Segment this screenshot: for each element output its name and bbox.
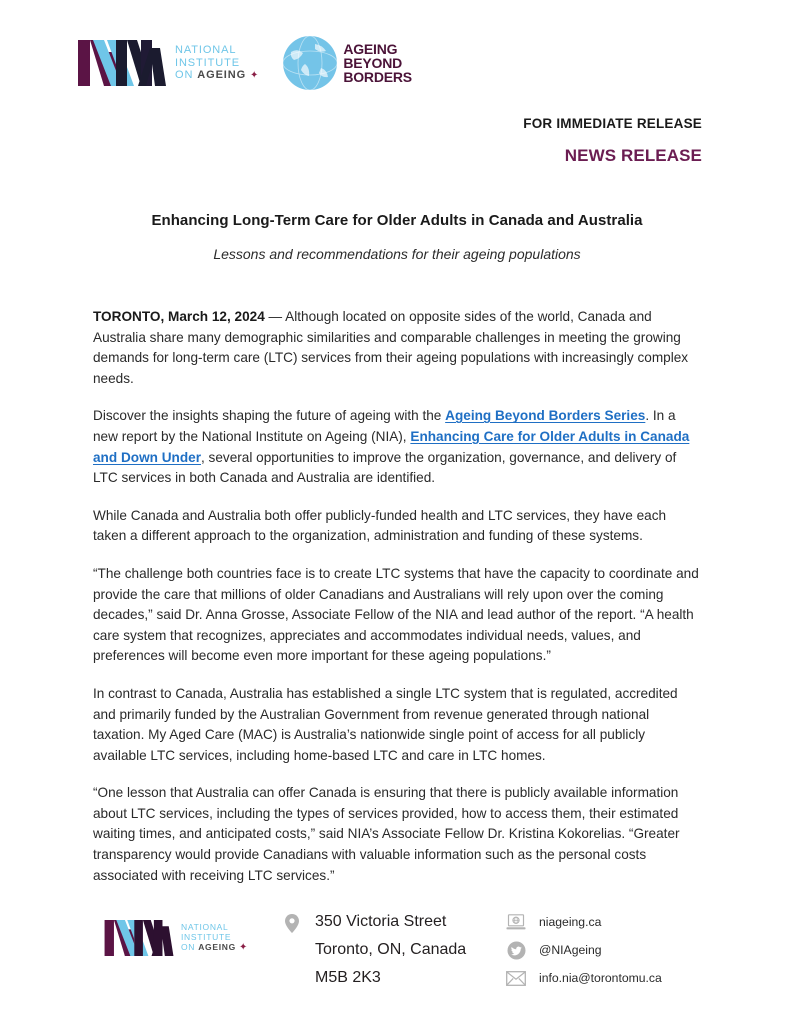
- paragraph-2: [93, 406, 701, 488]
- address-block: [315, 913, 466, 988]
- paragraph-2-text-2: . In a new report by the National Institute on Ageing (NIA),: [93, 408, 676, 444]
- footer-nia-logo: [103, 918, 248, 958]
- nia-wordmark: [175, 44, 259, 83]
- website-laptop-icon: [505, 914, 527, 931]
- link-enhancing-care-report[interactable]: Enhancing Care for Older Adults in Canada and Down Under: [93, 428, 690, 465]
- body-copy: [93, 307, 701, 903]
- contact-row-twitter[interactable]: [505, 941, 662, 960]
- map-pin-icon: [285, 914, 299, 933]
- maple-leaf-icon: ✦: [250, 70, 260, 82]
- abb-line2: BEYOND: [343, 55, 403, 71]
- twitter-handle-value[interactable]: @NIAgeing: [539, 943, 602, 957]
- address-line-3: M5B 2K3: [315, 969, 381, 986]
- nia-monogram-icon: [76, 38, 168, 88]
- paragraph-4: “The challenge both countries face is to create LTC systems that have the capacity to coordinate and provide the care that millions of older Canadians and Australians will rely upon over the coming decades,” said Dr. Anna Grosse, Associate Fellow of the NIA and lead author of the report. “A health care system that recognizes, appreciates and accommodates individual needs, values, and preferences will become even more important for these ageing populations.”: [93, 565, 699, 664]
- footer-wordmark-line3: [181, 942, 248, 954]
- header-logos: [76, 34, 412, 92]
- nia-wordmark-line2: INSTITUTE: [175, 56, 240, 69]
- footer: [0, 900, 794, 996]
- address-line-1: 350 Victoria Street: [315, 913, 447, 930]
- ageing-beyond-borders-logo: [281, 34, 412, 92]
- release-labels: [523, 116, 702, 166]
- nia-logo: [76, 38, 259, 88]
- abb-wordmark: [343, 42, 412, 84]
- nia-wordmark-on: ON: [175, 69, 198, 82]
- twitter-icon: [505, 941, 527, 960]
- globe-icon: [281, 34, 339, 92]
- footer-nia-wordmark: [181, 922, 248, 954]
- news-release-label: NEWS RELEASE: [564, 146, 702, 165]
- paragraph-6: “One lesson that Australia can offer Canada is ensuring that there is publicly available information about LTC services, including the types of services provided, how to access them, their estimated waiting times, and anticipated costs,” said NIA’s Associate Fellow Dr. Kristina Kokorelias. “Greater transparency would provide Canadians with valuable information such as the personal costs associated with receiving LTC services.”: [93, 785, 680, 883]
- page-title: Enhancing Long-Term Care for Older Adults in Canada and Australia: [151, 212, 643, 229]
- abb-line1: AGEING: [343, 41, 398, 57]
- email-envelope-icon: [505, 971, 527, 986]
- website-value[interactable]: niageing.ca: [539, 915, 602, 929]
- nia-wordmark-line3: [175, 69, 259, 82]
- page-subtitle: Lessons and recommendations for their ageing populations: [213, 246, 581, 262]
- dateline: TORONTO, March 12, 2024: [93, 309, 265, 324]
- footer-nia-monogram-icon: [103, 918, 175, 958]
- paragraph-2-text-1: Discover the insights shaping the future of ageing with the: [93, 408, 446, 424]
- contact-row-website[interactable]: [505, 913, 662, 932]
- paragraph-1: [93, 307, 701, 389]
- paragraph-5: In contrast to Canada, Australia has established a single LTC system that is regulated, accredited and primarily funded by the Australian Government from revenue generated through national taxation. My Aged Care (MAC) is Australia’s nationwide single point of access for all publicly available LTC services, including home-based LTC and care in LTC homes.: [93, 685, 678, 763]
- contact-block: [505, 913, 662, 988]
- nia-wordmark-ageing: AGEING: [197, 69, 247, 82]
- footer-wordmark-line2: INSTITUTE: [181, 932, 232, 943]
- paragraph-2-text-3: , several opportunities to improve the organization, governance, and delivery of LTC services in both Canada and Australia are identified.: [93, 449, 677, 486]
- link-ageing-beyond-borders-series[interactable]: Ageing Beyond Borders Series: [445, 408, 646, 424]
- paragraph-3: While Canada and Australia both offer publicly-funded health and LTC services, they have each taken a different approach to the organization, administration and funding of these systems.: [93, 507, 667, 544]
- for-immediate-release-label: FOR IMMEDIATE RELEASE: [523, 116, 702, 131]
- footer-wordmark-line1: NATIONAL: [181, 922, 229, 933]
- paragraph-1-text: — Although located on opposite sides of the world, Canada and Australia share many demographic similarities and comparable challenges in meeting the growing demands for long-term care (LTC) services from their ageing populations with increasingly complex needs.: [93, 309, 689, 386]
- address-pin-wrap: [281, 914, 303, 933]
- footer-wordmark-on: ON: [181, 942, 199, 953]
- address-line-2: Toronto, ON, Canada: [315, 941, 467, 958]
- nia-wordmark-line1: NATIONAL: [175, 43, 237, 56]
- contact-row-email[interactable]: [505, 969, 662, 988]
- email-value[interactable]: info.nia@torontomu.ca: [539, 971, 662, 985]
- footer-wordmark-ageing: AGEING: [198, 942, 236, 953]
- footer-maple-leaf-icon: ✦: [239, 942, 249, 954]
- abb-line3: BORDERS: [343, 69, 412, 85]
